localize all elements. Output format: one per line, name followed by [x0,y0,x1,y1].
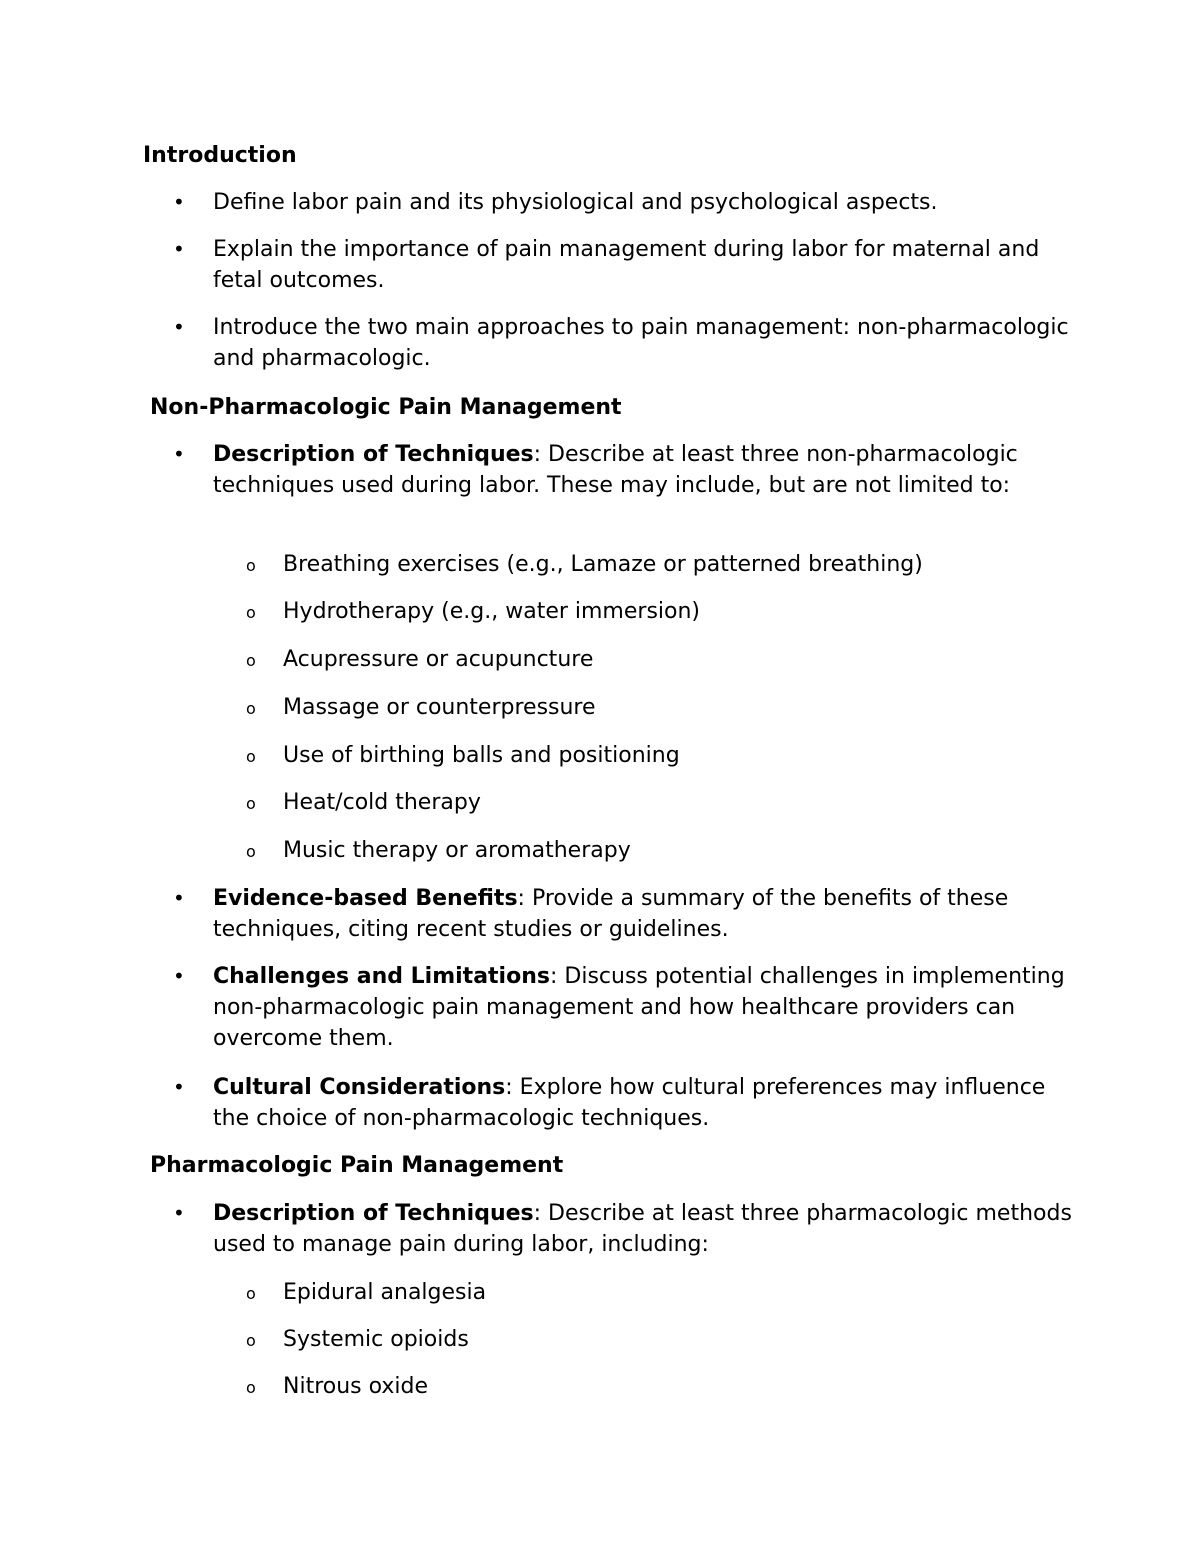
list-item [213,1072,1073,1134]
sub-bullet-icon: o [246,651,256,670]
list-item: • Explain the importance of pain management during labor for maternal and fetal outcomes. [213,234,1073,296]
introduction-heading: Introduction [143,143,297,168]
sub-bullet-icon: o [246,699,256,718]
list-item [213,883,1073,945]
sub-list-item: o Nitrous oxide [283,1371,1073,1402]
sub-list-item: o Music therapy or aromatherapy [283,835,1073,866]
sub-list-item: o Acupressure or acupuncture [283,644,1073,675]
sub-list-item: o Massage or counterpressure [283,692,1073,723]
item-label: Description of Techniques [213,442,534,467]
item-text: : Describe at least three pharmacologic methods used to manage pain during labor, including: [213,1201,1072,1257]
sub-bullet-icon: o [246,603,256,622]
list-item [213,1198,1073,1260]
item-text: : Explore how cultural preferences may influence the choice of non-pharmacologic techniques. [213,1075,1046,1131]
sub-bullet-icon: o [246,1378,256,1397]
sub-list-item: o Hydrotherapy (e.g., water immersion) [283,596,1073,627]
item-label: Challenges and Limitations [213,964,550,989]
non-pharmacologic-heading: Non-Pharmacologic Pain Management [150,395,622,420]
sub-bullet-icon: o [246,1284,256,1303]
sub-list-item: o Heat/cold therapy [283,787,1073,818]
sub-bullet-icon: o [246,842,256,861]
list-item [213,439,1073,501]
item-text: : Discuss potential challenges in implementing non-pharmacologic pain management and how healthcare providers can overcome them. [213,964,1065,1051]
item-label: Cultural Considerations [213,1075,506,1100]
list-item: • Introduce the two main approaches to pain management: non-pharmacologic and pharmacologic. [213,312,1073,374]
item-label: Evidence-based Benefits [213,886,518,911]
sub-bullet-icon: o [246,1331,256,1350]
sub-list-item: o Breathing exercises (e.g., Lamaze or patterned breathing) [283,549,1073,580]
sub-bullet-icon: o [246,794,256,813]
sub-list-item: o Systemic opioids [283,1324,1073,1355]
item-text: : Describe at least three non-pharmacologic techniques used during labor. These may include, but are not limited to: [213,442,1018,498]
item-label: Description of Techniques [213,1201,534,1226]
sub-list-item: o Use of birthing balls and positioning [283,740,1073,771]
list-item: • Define labor pain and its physiological and psychological aspects. [213,187,1073,218]
sub-bullet-icon: o [246,556,256,575]
list-item [213,961,1073,1054]
sub-bullet-icon: o [246,747,256,766]
item-text: : Provide a summary of the benefits of these techniques, citing recent studies or guidelines. [213,886,1009,942]
pharmacologic-heading: Pharmacologic Pain Management [150,1153,564,1178]
sub-list-item: o Epidural analgesia [283,1277,1073,1308]
